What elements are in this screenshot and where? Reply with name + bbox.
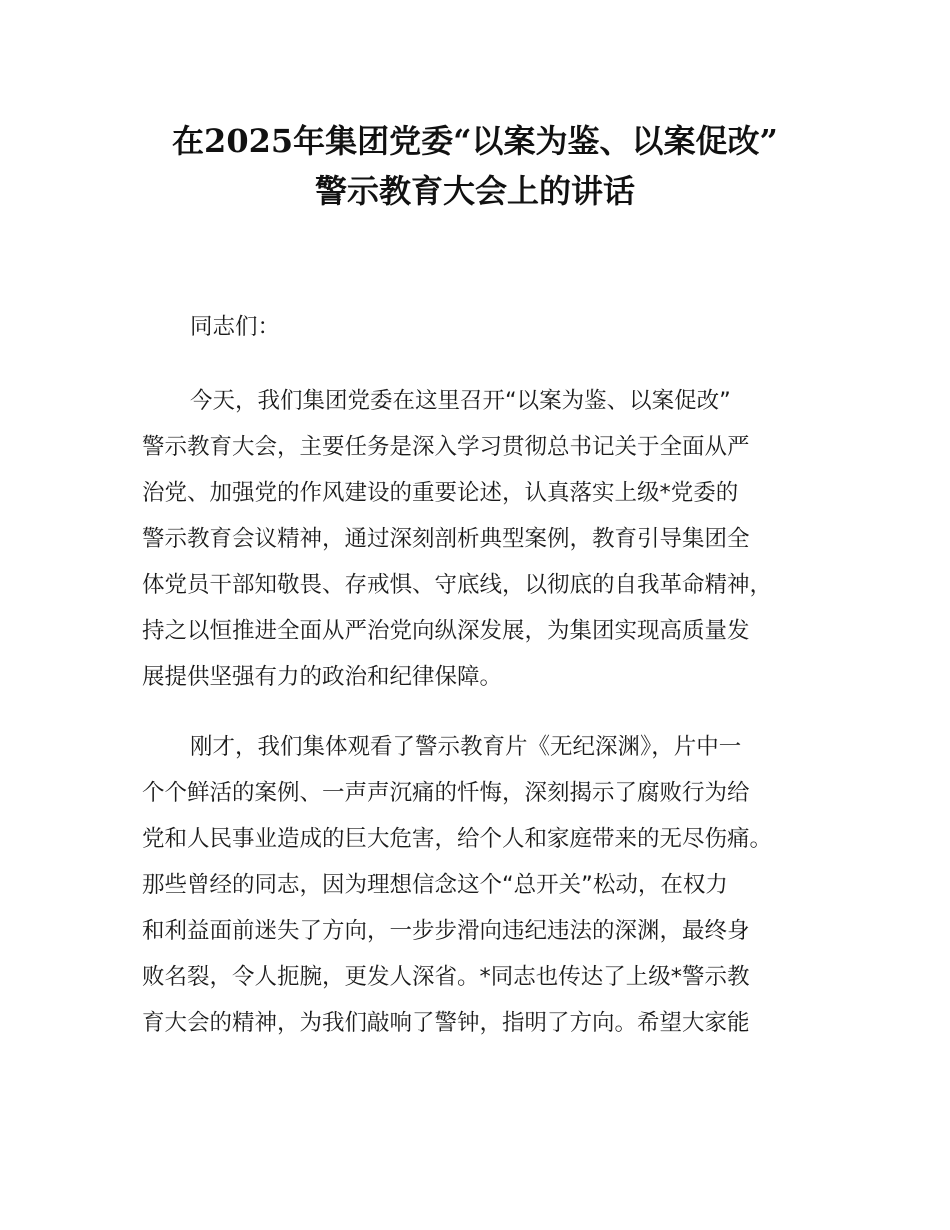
paragraph-line: 今天，我们集团党委在这里召开“以案为鉴、以案促改” bbox=[190, 388, 731, 414]
paragraph-2 bbox=[142, 724, 822, 1046]
paragraph-line: 和利益面前迷失了方向，一步步滑向违纪违法的深渊，最终身 bbox=[142, 918, 750, 944]
paragraph-1 bbox=[142, 378, 822, 700]
paragraph-line: 治党、加强党的作风建设的重要论述，认真落实上级*党委的 bbox=[142, 480, 739, 506]
paragraph-line: 那些曾经的同志，因为理想信念这个“总开关”松动，在权力 bbox=[142, 872, 728, 898]
title-line-1: 在2025年集团党委“以案为鉴、以案促改” bbox=[172, 122, 778, 160]
paragraph-line: 败名裂，令人扼腕，更发人深省。*同志也传达了上级*警示教 bbox=[142, 964, 750, 990]
paragraph-line: 展提供坚强有力的政治和纪律保障。 bbox=[142, 664, 503, 690]
paragraph-spacer bbox=[142, 354, 822, 378]
paragraph-spacer bbox=[142, 700, 822, 724]
paragraph-line: 刚才，我们集体观看了警示教育片《无纪深渊》，片中一 bbox=[190, 734, 742, 760]
paragraph-line: 持之以恒推进全面从严治党向纵深发展，为集团实现高质量发 bbox=[142, 618, 750, 644]
greeting-paragraph bbox=[142, 304, 822, 350]
title-line-2: 警示教育大会上的讲话 bbox=[314, 172, 635, 210]
paragraph-line: 警示教育会议精神，通过深刻剖析典型案例，教育引导集团全 bbox=[142, 526, 750, 552]
document-title bbox=[120, 116, 830, 216]
greeting-text: 同志们： bbox=[190, 314, 281, 340]
paragraph-line: 党和人民事业造成的巨大危害，给个人和家庭带来的无尽伤痛。 bbox=[142, 826, 773, 852]
paragraph-line: 育大会的精神，为我们敲响了警钟，指明了方向。希望大家能 bbox=[142, 1010, 750, 1036]
document-body bbox=[142, 304, 822, 1046]
paragraph-line: 个个鲜活的案例、一声声沉痛的忏悔，深刻揭示了腐败行为给 bbox=[142, 780, 750, 806]
paragraph-line: 警示教育大会，主要任务是深入学习贯彻总书记关于全面从严 bbox=[142, 434, 750, 460]
paragraph-line: 体党员干部知敬畏、存戒惧、守底线，以彻底的自我革命精神， bbox=[142, 572, 773, 598]
